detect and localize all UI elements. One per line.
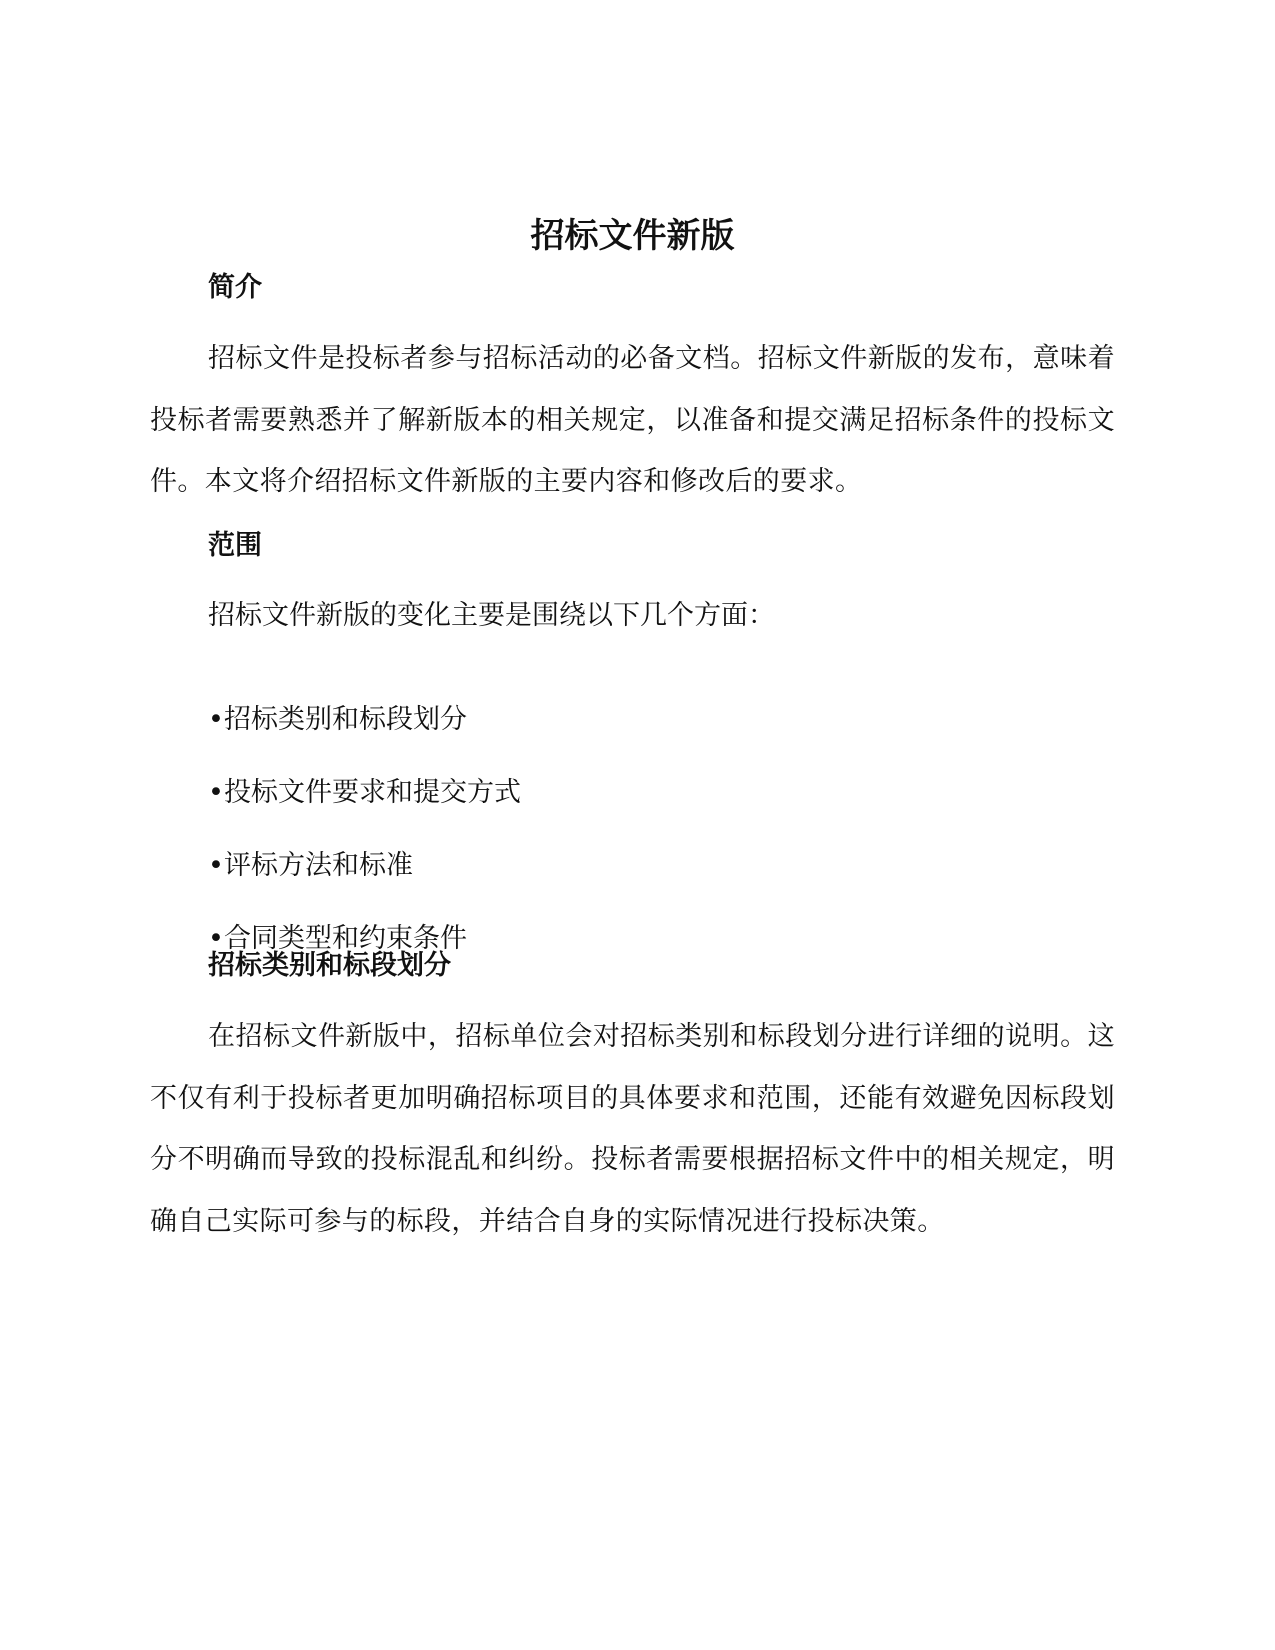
list-item-text: 评标方法和标准 — [224, 850, 413, 881]
scope-lead-text: 招标文件新版的变化主要是围绕以下几个方面： — [208, 600, 775, 631]
list-item-text: 招标类别和标段划分 — [224, 704, 467, 735]
categories-paragraph: 在招标文件新版中，招标单位会对招标类别和标段划分进行详细的说明。这不仅有利于投标者更加明确招标项目的具体要求和范围，还能有效避免因标段划分不明确而导致的投标混乱和纠纷。投标者需要根据招标文件中的相关规定，明确自己实际可参与的标段，并结合自身的实际情况进行投标决策。 — [150, 1021, 1115, 1237]
bullet-icon: • — [208, 850, 224, 881]
intro-paragraph: 招标文件是投标者参与招标活动的必备文档。招标文件新版的发布，意味着投标者需要熟悉并了解新版本的相关规定，以准备和提交满足招标条件的投标文件。本文将介绍招标文件新版的主要内容和修改后的要求。 — [150, 343, 1115, 497]
list-item — [208, 773, 521, 846]
list-item — [208, 700, 521, 773]
list-item-text: 投标文件要求和提交方式 — [224, 777, 521, 808]
bullet-icon: • — [208, 777, 224, 808]
document-title: 招标文件新版 — [530, 216, 735, 256]
bullet-icon: • — [208, 704, 224, 735]
section-heading-categories: 招标类别和标段划分 — [208, 950, 451, 981]
list-item-text: 合同类型和约束条件 — [224, 923, 467, 954]
section-heading-intro: 简介 — [208, 272, 262, 303]
bullet-icon: • — [208, 923, 224, 954]
list-item — [208, 846, 521, 919]
section-heading-scope: 范围 — [208, 530, 262, 561]
